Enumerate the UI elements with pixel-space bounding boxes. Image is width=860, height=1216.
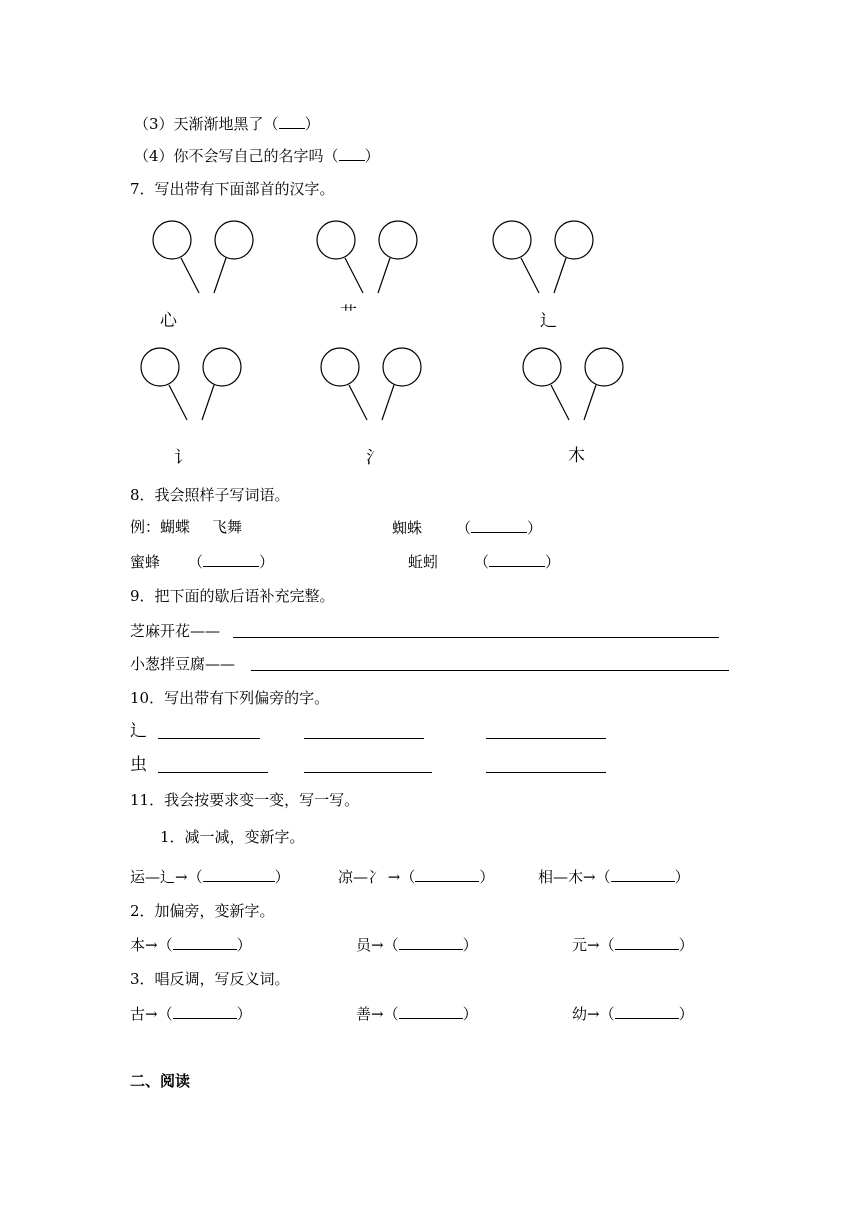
item-text: 你不会写自己的名字吗（ (173, 147, 339, 165)
answer-bubble (321, 348, 359, 386)
answer-line[interactable] (251, 670, 729, 671)
q10-title: 10．写出带有下列偏旁的字。 (130, 689, 330, 707)
word: 蜘蛛 (392, 519, 423, 537)
answer-blank[interactable] (415, 867, 479, 882)
q11-sub1-item: 相—木→（ ） (538, 868, 690, 886)
example-answer: 飞舞 (212, 518, 243, 536)
q11-sub1-item: 运—辶→（ ） (130, 868, 290, 886)
q11-title: 11．我会按要求变一变，写一写。 (130, 791, 360, 809)
q8-item: 蜜蜂 （ ） (130, 553, 275, 571)
answer-bubble (203, 348, 241, 386)
answer-bubble (141, 348, 179, 386)
answer-blank[interactable] (173, 1004, 237, 1019)
example-word: 蝴蝶 (160, 518, 191, 536)
q6-item-4: （4）你不会写自己的名字吗（ ） (134, 147, 380, 165)
radical-label: 辶 (130, 721, 147, 741)
q11-sub3-item: 善→（ ） (356, 1005, 478, 1023)
answer-blank[interactable] (615, 935, 679, 950)
q8-title: 8．我会照样子写词语。 (130, 486, 290, 504)
word: 蜜蜂 (130, 553, 161, 571)
answer-bubble (153, 221, 191, 259)
q11-sub2-item: 员→（ ） (356, 936, 478, 954)
q11-sub3-item: 古→（ ） (130, 1005, 252, 1023)
answer-line[interactable] (304, 772, 432, 773)
answer-line[interactable] (233, 637, 719, 638)
answer-bubble (585, 348, 623, 386)
q7-title: 7．写出带有下面部首的汉字。 (130, 180, 335, 198)
answer-bubble (493, 221, 531, 259)
answer-line[interactable] (158, 738, 260, 739)
q8-item: 蚯蚓 （ ） (408, 553, 561, 571)
answer-bubble (215, 221, 253, 259)
q11-sub2-title: 2．加偏旁，变新字。 (130, 902, 275, 920)
item-number: （3） (134, 115, 174, 133)
q11-sub1-item: 凉—冫 →（ ） (338, 868, 495, 886)
radical-label: 木 (568, 446, 585, 466)
answer-line[interactable] (304, 738, 424, 739)
answer-blank[interactable] (173, 935, 237, 950)
q6-item-3: （3）天渐渐地黑了（ ） (134, 115, 320, 133)
q9-item: 芝麻开花—— (130, 622, 221, 640)
answer-blank[interactable] (611, 867, 675, 882)
answer-blank[interactable] (489, 552, 545, 567)
q9-title: 9．把下面的歇后语补充完整。 (130, 587, 335, 605)
radical-label: 虫 (130, 755, 147, 775)
radical-label: 艹 (340, 304, 357, 324)
answer-blank[interactable] (203, 867, 275, 882)
q11-sub3-title: 3．唱反调，写反义词。 (130, 970, 290, 988)
answer-bubble (555, 221, 593, 259)
answer-bubble (317, 221, 355, 259)
answer-bubble (379, 221, 417, 259)
answer-bubble (383, 348, 421, 386)
q11-sub1-title: 1．减一减，变新字。 (160, 828, 305, 846)
q11-sub2-item: 元→（ ） (572, 936, 694, 954)
answer-blank[interactable] (203, 552, 259, 567)
q9-item: 小葱拌豆腐—— (130, 655, 236, 673)
answer-blank[interactable] (615, 1004, 679, 1019)
answer-line[interactable] (158, 772, 268, 773)
answer-line[interactable] (486, 772, 606, 773)
answer-bubble (523, 348, 561, 386)
q8-item: 蜘蛛 （ ） (392, 519, 543, 537)
q11-sub3-item: 幼→（ ） (572, 1005, 694, 1023)
item-text: 天渐渐地黑了（ (173, 115, 279, 133)
radical-label: 讠 (174, 448, 191, 468)
section-heading: 二、阅读 (130, 1072, 191, 1090)
radical-label: 辶 (540, 311, 557, 331)
radical-bubble-diagram (0, 0, 860, 480)
radical-label: 氵 (366, 448, 383, 468)
q11-sub2-item: 本→（ ） (130, 936, 252, 954)
answer-blank[interactable] (399, 1004, 463, 1019)
word: 蚯蚓 (408, 553, 439, 571)
answer-blank[interactable] (399, 935, 463, 950)
item-number: （4） (134, 147, 174, 165)
radical-label: 心 (160, 311, 177, 331)
answer-line[interactable] (486, 738, 606, 739)
answer-blank[interactable] (471, 518, 527, 533)
q8-example: 例：蝴蝶 飞舞 (130, 518, 243, 536)
